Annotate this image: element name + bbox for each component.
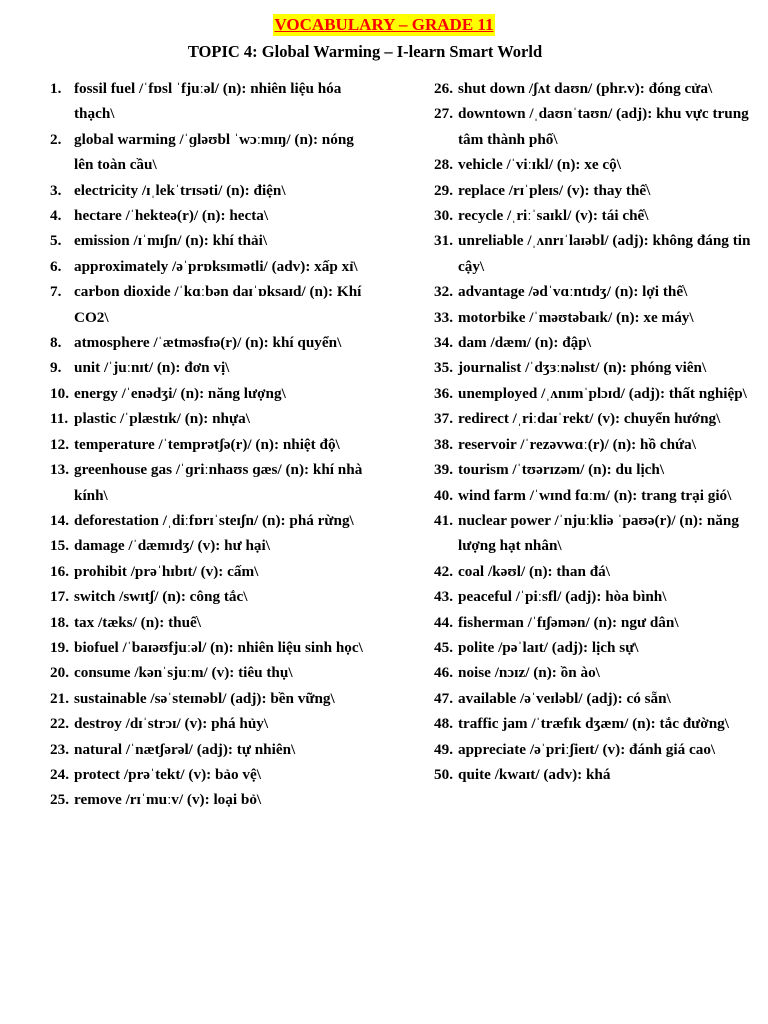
- vocab-item: [50, 432, 372, 457]
- vocab-item-text: wind farm /ˈwɪnd fɑːm/ (n): trang trại gió\: [458, 486, 732, 504]
- vocab-item: [50, 787, 372, 812]
- vocab-item-text: fossil fuel /ˈfɒsl ˈfjuːəl/ (n): nhiên liệu hóa thạch\: [74, 80, 342, 123]
- vocab-item: [434, 686, 756, 711]
- vocab-column-left: [50, 76, 372, 813]
- vocab-item-number: 20.: [50, 664, 69, 682]
- vocab-item-number: 18.: [50, 613, 69, 631]
- vocab-item: [50, 355, 372, 380]
- vocab-item-text: downtown /ˌdaʊnˈtaʊn/ (adj): khu vực trung tâm thành phố\: [458, 105, 749, 148]
- vocab-item: [50, 711, 372, 736]
- vocab-item: [50, 533, 372, 558]
- vocab-item-number: 28.: [434, 156, 453, 174]
- vocab-item-text: deforestation /ˌdiːfɒrɪˈsteɪʃn/ (n): phá rừng\: [74, 511, 354, 529]
- vocab-item-text: protect /prəˈtekt/ (v): bảo vệ\: [74, 765, 261, 783]
- vocab-column-right: [434, 76, 756, 787]
- vocab-item-text: tax /tæks/ (n): thuế\: [74, 613, 201, 631]
- vocab-item: [434, 711, 756, 736]
- vocab-item: [50, 76, 372, 127]
- vocab-item-number: 41.: [434, 511, 453, 529]
- vocab-item-number: 40.: [434, 486, 453, 504]
- vocab-item-number: 38.: [434, 435, 453, 453]
- vocab-item-number: 16.: [50, 562, 69, 580]
- vocab-item-text: motorbike /ˈməʊtəbaɪk/ (n): xe máy\: [458, 308, 694, 326]
- vocab-item-number: 42.: [434, 562, 453, 580]
- vocab-item-text: remove /rɪˈmuːv/ (v): loại bỏ\: [74, 791, 262, 809]
- vocab-item-text: reservoir /ˈrezəvwɑː(r)/ (n): hồ chứa\: [458, 435, 696, 453]
- vocab-item-text: plastic /ˈplæstɪk/ (n): nhựa\: [74, 410, 250, 428]
- vocab-item: [434, 355, 756, 380]
- vocab-item-text: noise /nɔɪz/ (n): ồn ào\: [458, 664, 600, 682]
- title-wrap: [0, 14, 768, 36]
- vocab-item: [434, 610, 756, 635]
- vocab-item-number: 4.: [50, 207, 62, 225]
- vocab-item-number: 14.: [50, 511, 69, 529]
- vocab-item-text: atmosphere /ˈætməsfɪə(r)/ (n): khí quyển\: [74, 334, 342, 352]
- vocab-item: [50, 610, 372, 635]
- vocab-item: [434, 406, 756, 431]
- vocab-item-number: 17.: [50, 588, 69, 606]
- vocab-item: [50, 203, 372, 228]
- vocab-item-text: advantage /ədˈvɑːntɪdʒ/ (n): lợi thế\: [458, 283, 688, 301]
- vocab-item-number: 35.: [434, 359, 453, 377]
- vocab-item-number: 25.: [50, 791, 69, 809]
- vocab-item-text: hectare /ˈhekteə(r)/ (n): hecta\: [74, 207, 269, 225]
- vocab-item-text: sustainable /səˈsteɪnəbl/ (adj): bền vững\: [74, 689, 335, 707]
- vocab-item-text: consume /kənˈsjuːm/ (v): tiêu thụ\: [74, 664, 293, 682]
- vocab-item-text: coal /kəʊl/ (n): than đá\: [458, 562, 610, 580]
- vocab-item-text: natural /ˈnætʃərəl/ (adj): tự nhiên\: [74, 740, 296, 758]
- vocab-item-text: unemployed /ˌʌnɪmˈplɔɪd/ (adj): thất nghiệp\: [458, 384, 747, 402]
- vocab-item-number: 3.: [50, 181, 62, 199]
- vocab-item: [434, 483, 756, 508]
- vocab-item: [50, 686, 372, 711]
- vocab-item-number: 29.: [434, 181, 453, 199]
- vocab-item-text: journalist /ˈdʒɜːnəlɪst/ (n): phóng viên\: [458, 359, 707, 377]
- vocab-item-number: 48.: [434, 715, 453, 733]
- vocab-item-text: prohibit /prəˈhɪbɪt/ (v): cấm\: [74, 562, 259, 580]
- vocab-item: [434, 381, 756, 406]
- vocab-item: [434, 279, 756, 304]
- vocab-item-text: temperature /ˈtemprətʃə(r)/ (n): nhiệt độ\: [74, 435, 340, 453]
- vocab-item-text: traffic jam /ˈtræfɪk dʒæm/ (n): tắc đường\: [458, 715, 729, 733]
- vocab-item-number: 8.: [50, 334, 62, 352]
- vocab-item-text: fisherman /ˈfɪʃəmən/ (n): ngư dân\: [458, 613, 679, 631]
- vocab-item: [434, 737, 756, 762]
- vocab-item: [50, 178, 372, 203]
- page-subtitle: TOPIC 4: Global Warming – I-learn Smart World: [187, 42, 543, 61]
- vocab-item-number: 7.: [50, 283, 62, 301]
- vocab-item-number: 5.: [50, 232, 62, 250]
- vocab-item: [434, 584, 756, 609]
- vocab-item-text: unreliable /ˌʌnrɪˈlaɪəbl/ (adj): không đáng tin cậy\: [458, 232, 751, 275]
- vocab-item-text: appreciate /əˈpriːʃieɪt/ (v): đánh giá cao\: [458, 740, 716, 758]
- vocab-item-text: destroy /dɪˈstrɔɪ/ (v): phá hủy\: [74, 715, 269, 733]
- vocab-item-number: 1.: [50, 80, 62, 97]
- vocab-item: [434, 330, 756, 355]
- vocab-item-text: electricity /ɪˌlekˈtrɪsəti/ (n): điện\: [74, 181, 286, 199]
- vocab-item-text: unit /ˈjuːnɪt/ (n): đơn vị\: [74, 359, 230, 377]
- vocab-item-number: 2.: [50, 130, 62, 148]
- vocab-item-number: 10.: [50, 384, 69, 402]
- vocab-item-text: damage /ˈdæmɪdʒ/ (v): hư hại\: [74, 537, 270, 555]
- vocab-item-number: 12.: [50, 435, 69, 453]
- vocab-item: [50, 457, 372, 508]
- vocab-item-text: switch /swɪtʃ/ (n): công tắc\: [74, 588, 248, 606]
- vocab-item: [50, 762, 372, 787]
- vocab-item-text: biofuel /ˈbaɪəʊfjuːəl/ (n): nhiên liệu sinh học\: [74, 638, 363, 656]
- vocab-item: [434, 305, 756, 330]
- vocab-item-number: 31.: [434, 232, 453, 250]
- vocab-item: [50, 381, 372, 406]
- vocab-item: [434, 432, 756, 457]
- vocab-item: [50, 584, 372, 609]
- vocab-item-number: 15.: [50, 537, 69, 555]
- vocab-item-number: 39.: [434, 461, 453, 479]
- vocab-item-number: 46.: [434, 664, 453, 682]
- vocab-item: [50, 737, 372, 762]
- vocab-item-text: emission /ɪˈmɪʃn/ (n): khí thải\: [74, 232, 268, 250]
- vocab-item-text: available /əˈveɪləbl/ (adj): có sẵn\: [458, 689, 671, 707]
- vocab-item-number: 43.: [434, 588, 453, 606]
- vocab-item-number: 37.: [434, 410, 453, 428]
- vocab-item-number: 44.: [434, 613, 453, 631]
- vocab-item-number: 26.: [434, 80, 453, 97]
- vocab-item-number: 47.: [434, 689, 453, 707]
- vocab-item-number: 33.: [434, 308, 453, 326]
- vocab-item: [434, 559, 756, 584]
- vocab-item-number: 21.: [50, 689, 69, 707]
- vocab-item: [50, 254, 372, 279]
- vocab-item-number: 32.: [434, 283, 453, 301]
- vocab-item-text: shut down /ʃʌt daʊn/ (phr.v): đóng cửa\: [458, 80, 713, 97]
- vocab-item-number: 36.: [434, 384, 453, 402]
- vocab-item-text: carbon dioxide /ˈkɑːbən daɪˈɒksaɪd/ (n): Khí CO2\: [74, 283, 362, 326]
- vocab-item-number: 9.: [50, 359, 62, 377]
- vocab-item: [50, 508, 372, 533]
- vocab-item-number: 13.: [50, 461, 69, 479]
- vocab-item-text: quite /kwaɪt/ (adv): khá: [458, 765, 611, 783]
- vocab-item-text: tourism /ˈtʊərɪzəm/ (n): du lịch\: [458, 461, 665, 479]
- vocab-item-number: 22.: [50, 715, 69, 733]
- vocab-item: [434, 203, 756, 228]
- vocab-item: [434, 178, 756, 203]
- vocab-item: [50, 559, 372, 584]
- vocab-item: [434, 101, 756, 152]
- vocab-item: [434, 660, 756, 685]
- vocab-item-text: greenhouse gas /ˈɡriːnhaʊs ɡæs/ (n): khí nhà kính\: [74, 461, 363, 504]
- vocab-item-text: recycle /ˌriːˈsaɪkl/ (v): tái chế\: [458, 207, 649, 225]
- vocab-item: [434, 762, 756, 787]
- vocab-item-number: 6.: [50, 257, 62, 275]
- vocab-item: [50, 279, 372, 330]
- vocab-item: [50, 660, 372, 685]
- vocab-item-number: 45.: [434, 638, 453, 656]
- vocab-item-number: 24.: [50, 765, 69, 783]
- vocab-item: [434, 635, 756, 660]
- vocab-item-text: peaceful /ˈpiːsfl/ (adj): hòa bình\: [458, 588, 667, 606]
- vocab-item-text: energy /ˈenədʒi/ (n): năng lượng\: [74, 384, 286, 402]
- vocab-item-text: polite /pəˈlaɪt/ (adj): lịch sự\: [458, 638, 639, 656]
- vocab-item-number: 49.: [434, 740, 453, 758]
- vocab-item-number: 19.: [50, 638, 69, 656]
- vocab-item-number: 30.: [434, 207, 453, 225]
- vocab-item-text: vehicle /ˈviːɪkl/ (n): xe cộ\: [458, 156, 621, 174]
- vocab-item-text: nuclear power /ˈnjuːkliə ˈpaʊə(r)/ (n): năng lượng hạt nhân\: [458, 511, 739, 555]
- vocab-item-text: replace /rɪˈpleɪs/ (v): thay thế\: [458, 181, 651, 199]
- vocab-item: [50, 635, 372, 660]
- vocab-item-text: dam /dæm/ (n): đập\: [458, 334, 591, 352]
- vocab-item: [434, 152, 756, 177]
- vocab-item-number: 50.: [434, 765, 453, 783]
- vocab-item: [434, 228, 756, 279]
- vocab-item: [50, 406, 372, 431]
- page-title: VOCABULARY – GRADE 11: [274, 15, 494, 34]
- vocab-item: [434, 76, 756, 101]
- vocab-item-text: redirect /ˌriːdaɪˈrekt/ (v): chuyển hướng\: [458, 410, 721, 428]
- vocab-item-number: 11.: [50, 410, 69, 428]
- vocab-item-text: global warming /ˈɡləʊbl ˈwɔːmɪŋ/ (n): nóng lên toàn cầu\: [74, 130, 354, 174]
- vocab-item-text: approximately /əˈprɒksɪmətli/ (adv): xấp xỉ\: [74, 257, 358, 275]
- vocab-item-number: 34.: [434, 334, 453, 352]
- vocab-item-number: 23.: [50, 740, 69, 758]
- vocab-item-number: 27.: [434, 105, 453, 123]
- vocab-item: [50, 330, 372, 355]
- vocab-item: [434, 457, 756, 482]
- vocab-item: [50, 228, 372, 253]
- vocab-item: [434, 508, 756, 559]
- vocab-item: [50, 127, 372, 178]
